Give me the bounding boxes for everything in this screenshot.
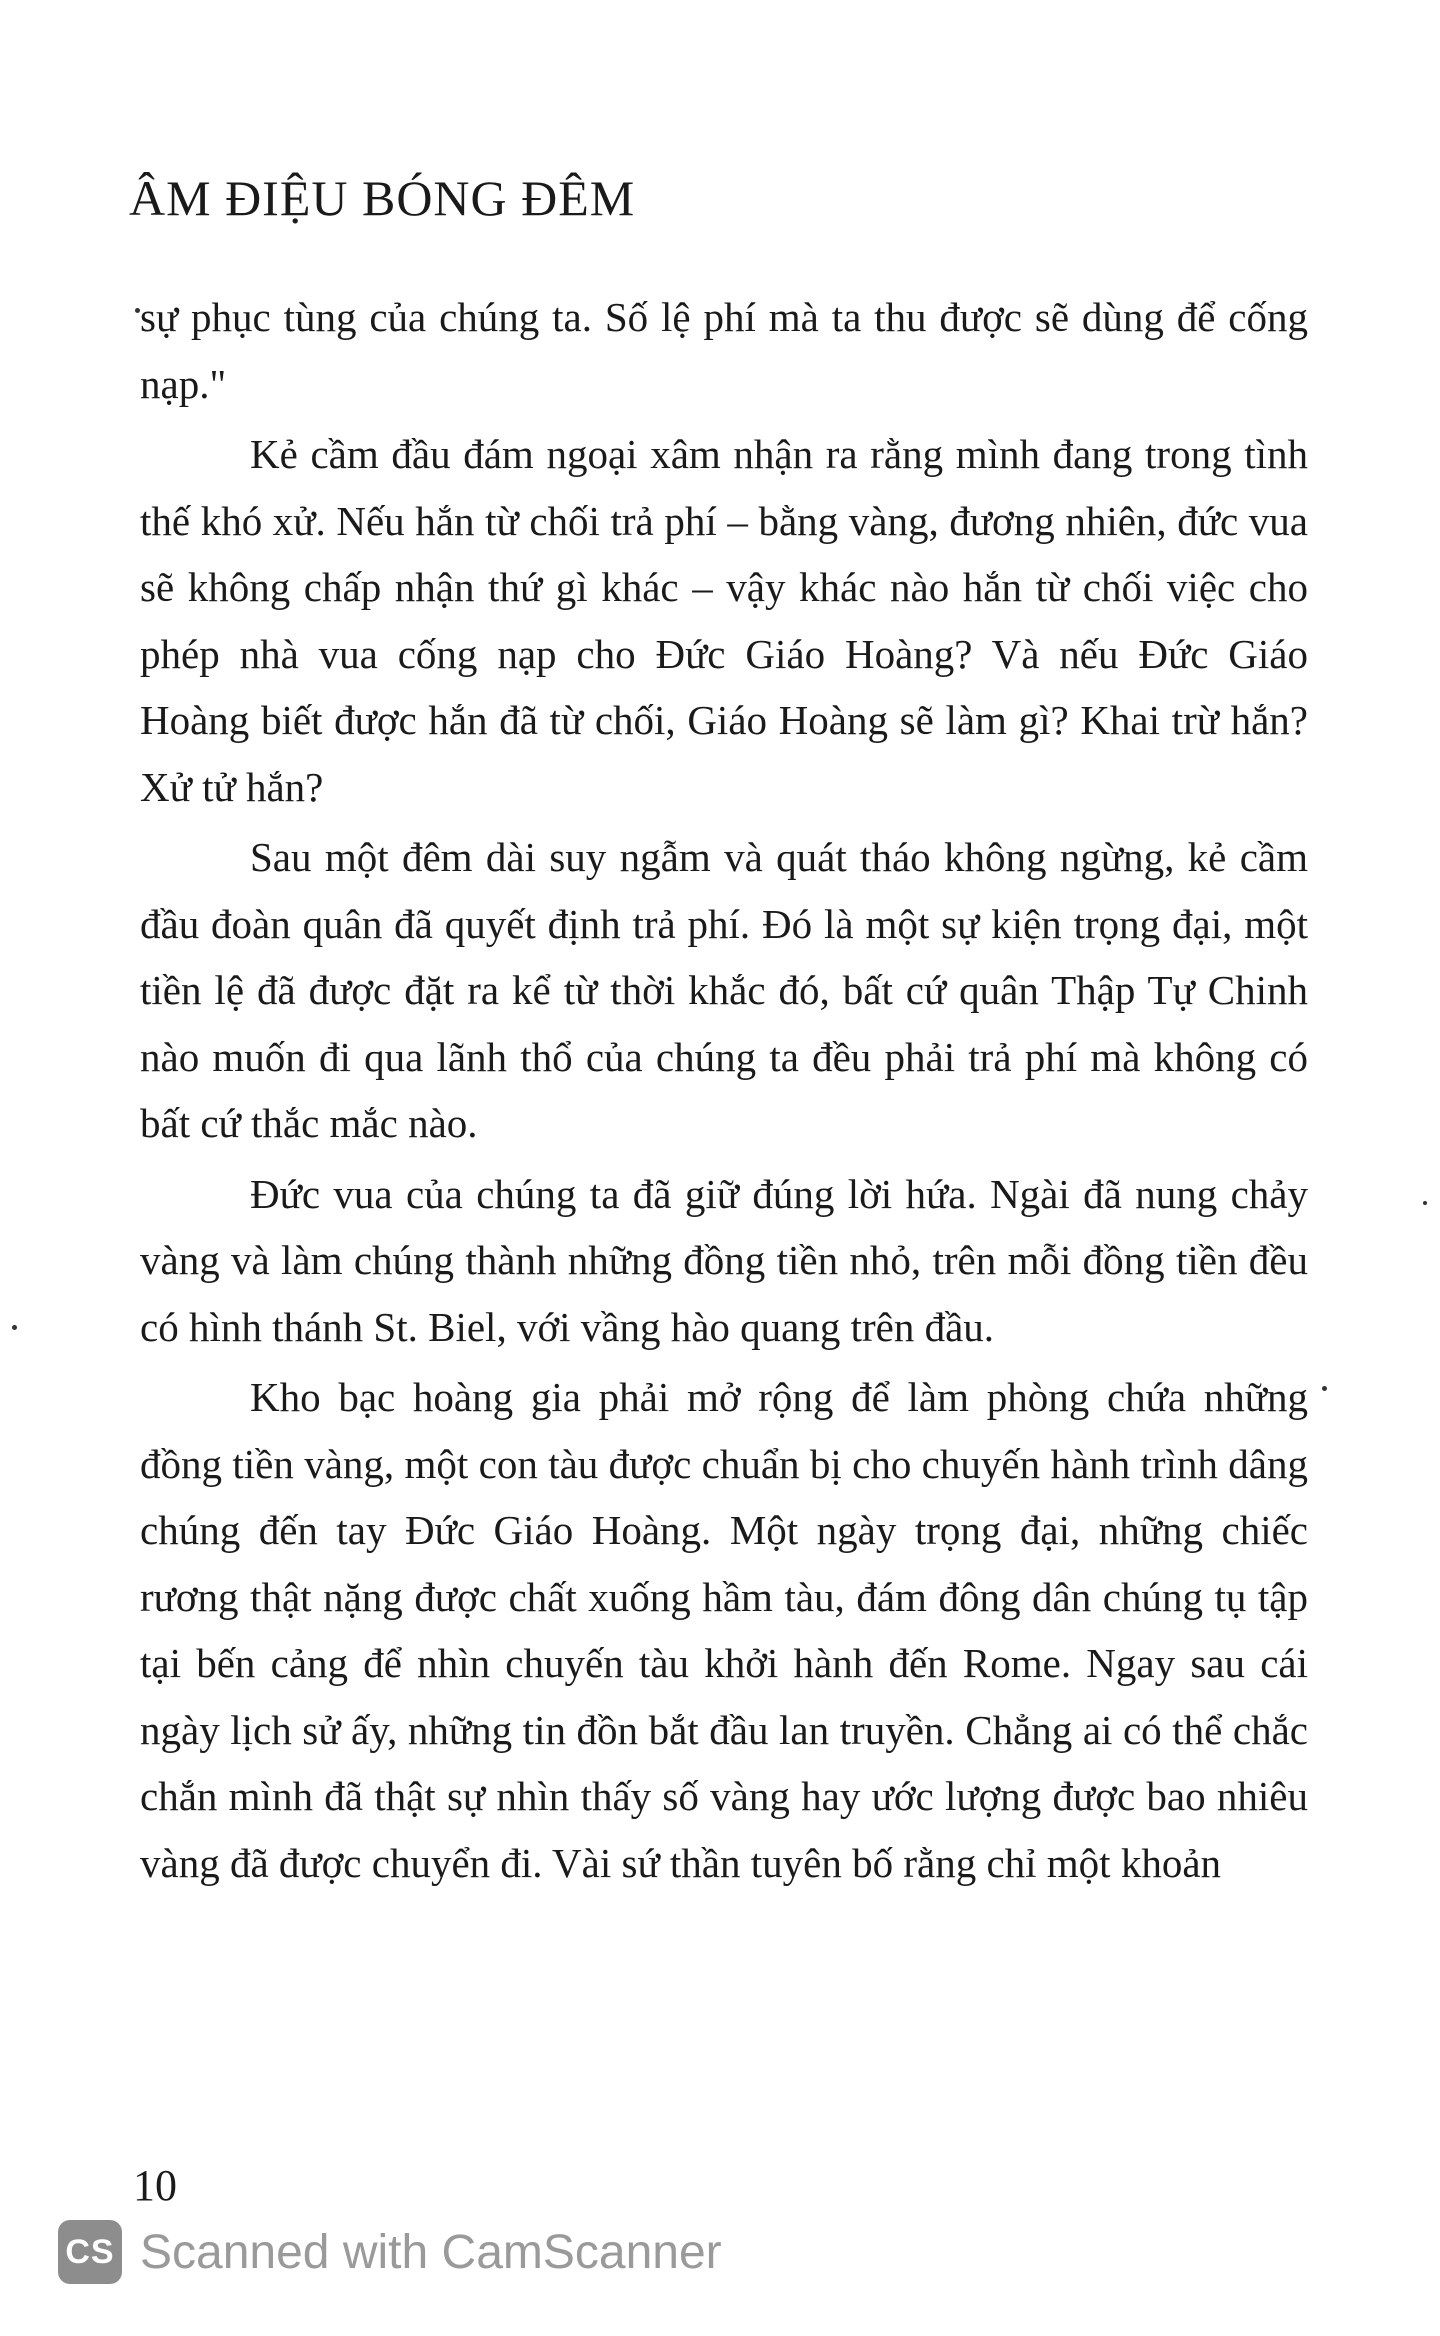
- paragraph-continued: sự phục tùng của chúng ta. Số lệ phí mà ta thu được sẽ dùng để cống nạp.": [140, 294, 1308, 407]
- page-number: 10: [133, 2161, 177, 2210]
- running-title: ÂM ĐIỆU BÓNG ĐÊM: [129, 170, 636, 226]
- camscanner-logo-icon: CS: [58, 2220, 122, 2284]
- paragraph: Kẻ cầm đầu đám ngoại xâm nhận ra rằng mình đang trong tình thế khó xử. Nếu hắn từ chối trả phí – bằng vàng, đương nhiên, đức vua sẽ không chấp nhận thứ gì khác – vậy khác nào hắn từ chối việc cho phép nhà vua cống nạp cho Đức Giáo Hoàng? Và nếu Đức Giáo Hoàng biết được hắn đã từ chối, Giáo Hoàng sẽ làm gì? Khai trừ hắn? Xử tử hắn?: [140, 431, 1308, 810]
- scan-speck: [135, 308, 140, 313]
- scan-speck: [1423, 1201, 1427, 1205]
- body-text: [140, 284, 1308, 1900]
- scanner-watermark: [58, 2218, 722, 2286]
- scanner-watermark-text: Scanned with CamScanner: [140, 2225, 722, 2279]
- scan-speck: [1322, 1386, 1327, 1391]
- paragraph: Đức vua của chúng ta đã giữ đúng lời hứa. Ngài đã nung chảy vàng và làm chúng thành những đồng tiền nhỏ, trên mỗi đồng tiền đều có hình thánh St. Biel, với vầng hào quang trên đầu.: [140, 1170, 1308, 1350]
- scan-speck: [12, 1325, 17, 1330]
- paragraph: Kho bạc hoàng gia phải mở rộng để làm phòng chứa những đồng tiền vàng, một con tàu được chuẩn bị cho chuyến hành trình dâng chúng đến tay Đức Giáo Hoàng. Một ngày trọng đại, những chiếc rương thật nặng được chất xuống hầm tàu, đám đông dân chúng tụ tập tại bến cảng để nhìn chuyến tàu khởi hành đến Rome. Ngay sau cái ngày lịch sử ấy, những tin đồn bắt đầu lan truyền. Chẳng ai có thể chắc chắn mình đã thật sự nhìn thấy số vàng hay ước lượng được bao nhiêu vàng đã được chuyển đi. Vài sứ thần tuyên bố rằng chỉ một khoản: [140, 1374, 1308, 1886]
- paragraph: Sau một đêm dài suy ngẫm và quát tháo không ngừng, kẻ cầm đầu đoàn quân đã quyết định trả phí. Đó là một sự kiện trọng đại, một tiền lệ đã được đặt ra kể từ thời khắc đó, bất cứ quân Thập Tự Chinh nào muốn đi qua lãnh thổ của chúng ta đều phải trả phí mà không có bất cứ thắc mắc nào.: [140, 834, 1308, 1146]
